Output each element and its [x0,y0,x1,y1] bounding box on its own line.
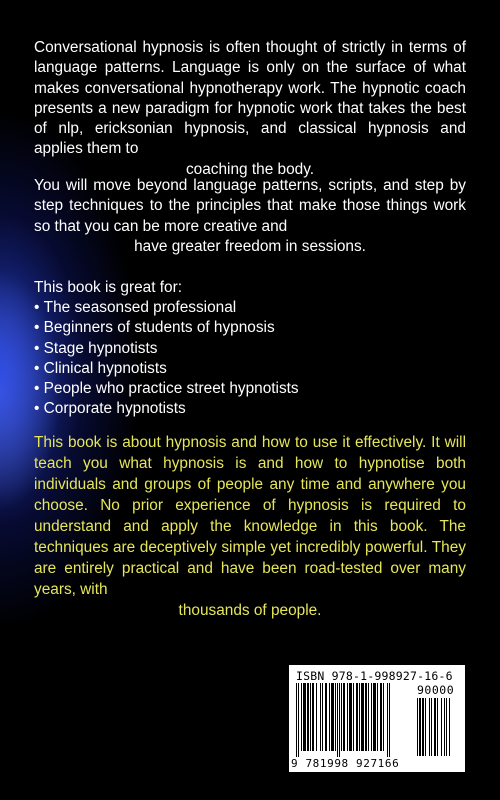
summary-paragraph-last-line: thousands of people. [178,602,322,619]
list-item: • People who practice street hypnotists [34,379,464,399]
barcode-bars [296,683,414,759]
intro-paragraph-1-text: Conversational hypnosis is often thought of strictly in terms of language patterns. Language is only on the surface of what makes conversational hypnotherapy work. The hypnotic coach presents a new paradigm for hypnotic work that takes the best of nlp, ericksonian hypnosis, and classical hypnosis and applies them to [34,39,466,158]
intro-paragraph-2 [34,176,466,257]
summary-paragraph-text: This book is about hypnosis and how to use it effectively. It will teach you what hypnosis is and how to hypnotise both individuals and groups of people any time and anywhere you choose. No prior experience of hypnosis is required to understand and apply the knowledge in this book. The techniques are deceptively simple yet incredibly powerful. They are entirely practical and have been road-tested over many years, with [34,434,466,598]
isbn-label: ISBN 978-1-998927-16-6 [296,669,453,683]
summary-paragraph [34,432,466,621]
list-item: • The seasonsed professional [34,298,464,318]
price-code: 90000 [417,683,455,697]
audience-heading: This book is great for: [34,279,182,296]
list-item: • Corporate hypnotists [34,399,464,419]
list-item: • Clinical hypnotists [34,359,464,379]
list-item: • Stage hypnotists [34,339,464,359]
list-item: • Beginners of students of hypnosis [34,318,464,338]
audience-list [34,298,464,420]
isbn-barcode [289,665,465,772]
barcode-digits: 9 781998 927166 [291,757,400,770]
barcode-addon-bars [417,698,461,759]
intro-paragraph-1 [34,38,466,180]
intro-paragraph-2-text: You will move beyond language patterns, scripts, and step by step techniques to the principles that make those things work so that you can be more creative and [34,177,466,235]
intro-paragraph-2-last-line: have greater freedom in sessions. [134,237,366,255]
intro-paragraph-1-last-line: coaching the body. [185,160,315,178]
